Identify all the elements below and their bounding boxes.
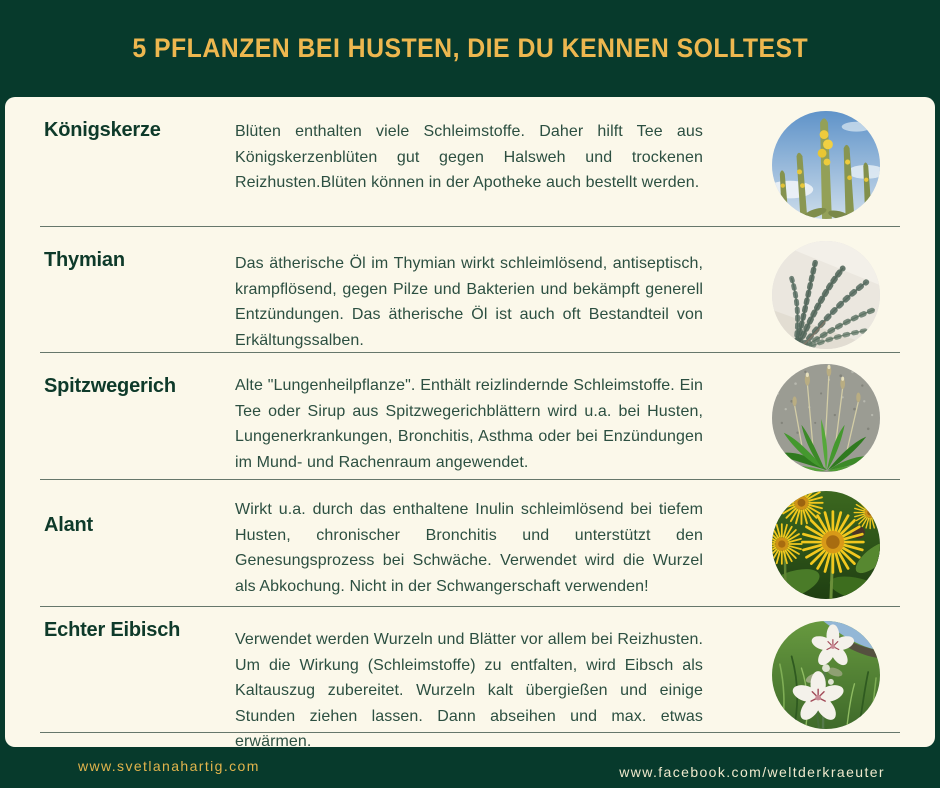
echter-eibisch-photo [772,621,880,729]
plant-description: Das ätherische Öl im Thymian wirkt schleimlösend, antiseptisch, krampflösend, gegen Pilze und Bakterien und bekämpft generell Entzündungen. Das ätherische Öl ist auch oft Bestandteil von Erkältungssalben. [235,255,703,349]
elecampane-flower-illustration [772,491,880,599]
plant-row-alant [5,480,935,607]
plant-description: Alte "Lungenheilpflanze". Enthält reizlindernde Schleimstoffe. Ein Tee oder Sirup aus Spitzwegerichblättern wird u.a. bei Husten, Lungenerkrankungen, Bronchitis, Asthma oder bei Enzündungen im Mund- und Rachenraum angewendet. [235,377,703,471]
plant-row-thymian [5,227,935,353]
plant-description: Wirkt u.a. durch das enthaltene Inulin schleimlösend bei tiefem Husten, chronischer Bronchitis und unterstützt den Genesungsprozess bei Schwäche. Verwendet wird die Wurzel als Abkochung. Nicht in der Schwangerschaft verwenden! [235,501,703,595]
thymian-photo [772,241,880,349]
facebook-link[interactable]: www.facebook.com/weltderkraeuter [619,764,885,780]
content-panel [5,97,935,750]
footer [0,747,940,788]
plant-name: Spitzwegerich [44,375,176,397]
plant-name: Thymian [44,249,125,271]
spitzwegerich-photo [772,364,880,472]
koenigskerze-photo [772,111,880,219]
plantain-plant-illustration [772,364,880,472]
plant-name: Echter Eibisch [44,619,181,641]
plant-row-echter-eibisch [5,607,935,750]
page-title: 5 PFLANZEN BEI HUSTEN, DIE DU KENNEN SOLLTEST [132,33,808,63]
alant-photo [772,491,880,599]
thyme-sprigs-illustration [772,241,880,349]
mullein-flower-illustration [772,111,880,219]
plant-row-spitzwegerich [5,353,935,480]
plant-description: Verwendet werden Wurzeln und Blätter vor allem bei Reizhusten. Um die Wirkung (Schleimstoffe) zu entfalten, wird Eibsch als Kaltauszug zubereitet. Wurzeln kalt übergießen und einige Stunden ziehen lassen. Dann abseihen und max. etwas erwärmen. [235,631,703,750]
plant-description: Blüten enthalten viele Schleimstoffe. Daher hilft Tee aus Königskerzenblüten gut gegen Halsweh und trockenen Reizhusten.Blüten können in der Apotheke auch bestellt werden. [235,123,703,191]
plant-row-koenigskerze [5,97,935,227]
plant-name: Alant [44,514,94,536]
header [0,0,940,97]
plant-name: Königskerze [44,119,161,141]
marshmallow-flower-illustration [772,621,880,729]
website-link[interactable]: www.svetlanahartig.com [78,757,260,774]
